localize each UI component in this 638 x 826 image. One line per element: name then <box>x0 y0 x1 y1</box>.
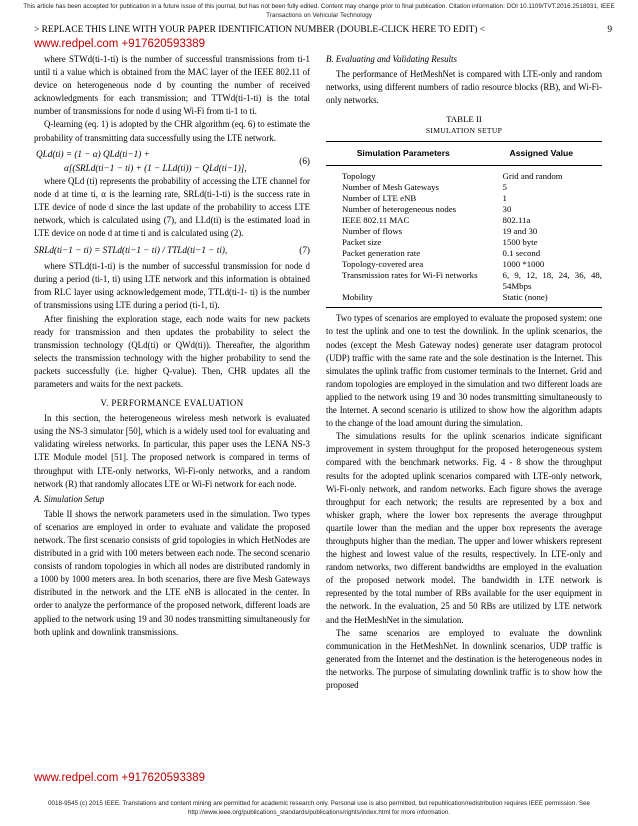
section-heading: V. PERFORMANCE EVALUATION <box>100 398 244 409</box>
subsection-heading: A. Simulation Setup <box>34 493 105 504</box>
value-cell: 6, 9, 12, 18, 24, 36, 48, 54Mbps <box>502 270 602 292</box>
watermark-bottom: www.redpel.com +917620593389 <box>34 772 206 784</box>
simulation-setup-table <box>326 141 602 308</box>
value-cell: 30 <box>502 204 512 215</box>
value-cell: 802.11a <box>502 215 531 226</box>
equation-7-number: (7) <box>299 245 310 256</box>
equation-7 <box>34 243 310 257</box>
watermark-top: www.redpel.com +917620593389 <box>34 38 206 50</box>
parameter-cell: Packet size <box>342 237 382 248</box>
parameter-cell: Topology-covered area <box>342 259 424 270</box>
value-cell: 19 and 30 <box>502 226 538 237</box>
parameter-cell: Number of LTE eNB <box>342 193 417 204</box>
page-number: 9 <box>607 25 612 35</box>
table-label: TABLE II <box>446 114 482 125</box>
paragraph: The same scenarios are employed to evaluate the downlink communication in the HetMeshNet. In downlink scenarios, UDP traffic is generated from the Internet and the destination is the heterogeneous nodes in the networks. The purpose of simulating downlink traffic is to show how the proposed <box>326 627 602 690</box>
value-cell: 0.1 second <box>502 248 541 259</box>
paragraph: The performance of HetMeshNet is compared with LTE-only and random networks, using different numbers of radio resource blocks (RB), and Wi-Fi-only networks. <box>326 69 602 106</box>
subsection-heading: B. Evaluating and Validating Results <box>326 54 457 64</box>
equation-6-number: (6) <box>299 155 310 166</box>
table-row <box>326 292 602 308</box>
table-row <box>326 237 602 248</box>
running-head-title: > REPLACE THIS LINE WITH YOUR PAPER IDENTIFICATION NUMBER (DOUBLE-CLICK HERE TO EDIT) < <box>34 25 486 35</box>
table-row <box>326 259 602 270</box>
equation-6-line-2: α[(SRLd(ti−1 − ti) + (1 − LLd(ti)) − QLd(ti−1)], <box>64 162 247 173</box>
paragraph: where STWd(ti-1-ti) is the number of successful transmissions from ti-1 until ti a value which is obtained from the MAC layer of the IEEE 802.11 of device on heterogeneous node d by counting the number of received acknowledgments for each transmission; and TTWd(ti-1-ti) is the total number of transmissions for node d using Wi-Fi from ti-1 to ti. <box>34 54 310 117</box>
parameter-cell: IEEE 802.11 MAC <box>342 215 410 226</box>
paragraph: Table II shows the network parameters used in the simulation. Two types of scenarios are employed in order to evaluate and validate the proposed network. The first scenario consists of grid topologies in which HetNodes are distributed in a grid with 100 meters between each node. The second scenario consists of random topologies in which all nodes are distributed randomly in a 1000 by 1000 meters area. In both scenarios, there are five Mesh Gateways distributed in the network and the LTE eNB is allocated in the center. In order to analyze the performance of the proposed network, different loads are applied to the network using 19 and 30 nodes transmitting simultaneously for both uplink and downlink transmissions. <box>34 508 310 637</box>
table-row <box>326 182 602 193</box>
left-column <box>34 53 310 639</box>
table-header-cell: Simulation Parameters <box>356 148 450 159</box>
value-cell: 1 <box>502 193 507 204</box>
paragraph: where QLd (ti) represents the probability of accessing the LTE channel for node d at time ti, α is the learning rate, SRLd(ti-1-ti) is the success rate in LTE device of node d since the last update of the probability to access LTE network, which is calculated using (7), and LLd(ti) is the estimated load in LTE device on node d at time ti and is calculated using (2). <box>34 175 310 239</box>
value-cell: 5 <box>502 182 507 193</box>
banner-line-1: This article has been accepted for publication in a future issue of this journal, but has not been fully edited. Content may change prior to final publication. Citation information: DOI 10.1109/TVT.2016.2518931, IEEE <box>23 3 615 10</box>
paragraph: In this section, the heterogeneous wireless mesh network is evaluated using the NS-3 simulator [50], which is a widely used tool for evaluating and validating wireless networks. In particular, this paper uses the LENA NS-3 LTE Module model [51]. The proposed network is compared in terms of throughput with LTE-only networks, Wi-Fi-only networks, and a random network (R) that randomly allocates LTE or Wi-Fi network for each node. <box>34 413 310 489</box>
paragraph: Q-learning (eq. 1) is adopted by the CHR algorithm (eq. 6) to estimate the probability of transmitting data successfully using the LTE network. <box>34 119 310 143</box>
parameter-cell: Transmission rates for Wi-Fi networks <box>342 270 478 281</box>
equation-7-body: SRLd(ti−1 − ti) = STLd(ti−1 − ti) / TTLd(ti−1 − ti), <box>34 245 228 256</box>
parameter-cell: Mobility <box>326 292 481 308</box>
table-row <box>326 248 602 259</box>
equation-6-line-1: QLd(ti) = (1 − α) QLd(ti−1) + <box>36 148 150 159</box>
table-row <box>326 215 602 226</box>
parameter-cell: Number of Mesh Gateways <box>342 182 439 193</box>
value-cell: 1500 byte <box>502 237 538 248</box>
table-header-row <box>326 142 602 166</box>
table-title: SIMULATION SETUP <box>425 126 503 136</box>
table-header-cell: Assigned Value <box>509 148 574 159</box>
table-row <box>326 204 602 215</box>
parameter-cell: Packet generation rate <box>342 248 421 259</box>
parameter-cell: Topology <box>342 171 376 182</box>
table-row <box>326 193 602 204</box>
footer-line-1: 0018-9545 (c) 2015 IEEE. Translations and content mining are permitted for academic research only. Personal use is also permitted, but republication/redistribution requires IEEE permission. See <box>47 800 591 807</box>
table-row <box>326 166 602 183</box>
value-cell: Grid and random <box>502 171 563 182</box>
paragraph: where STLd(ti-1-ti) is the number of successful transmission for node d during a period (ti-1, ti) using LTE network and this information is obtained from RLC layer using acknowledgement mode, TTLd(ti-1- ti) is the number of transmissions using LTE during a period (ti-1, ti). <box>34 261 310 311</box>
value-cell: Static (none) <box>481 292 602 308</box>
footer-line-2: http://www.ieee.org/publications_standards/publications/rights/index.html for more information. <box>187 809 451 816</box>
paragraph: After finishing the exploration stage, each node waits for new packets ready for transmission and then updates the probability to select the transmission technology (QLd(ti) or QWd(ti)). Thereafter, the algorithm selects the transmission technology with the higher probability to send the packets successfully (i.e. higher Q-value). Then, CHR updates all the parameters and waits for the next packets. <box>34 313 310 389</box>
equation-6 <box>34 147 310 175</box>
copyright-footer <box>0 799 638 817</box>
parameter-cell: Number of heterogeneous nodes <box>342 204 457 215</box>
parameter-cell: Number of flows <box>342 226 403 237</box>
right-column <box>326 53 602 692</box>
table-row <box>326 226 602 237</box>
value-cell: 1000 *1000 <box>502 259 545 270</box>
paragraph: The simulations results for the uplink scenarios indicate significant improvement in system throughput for the proposed heterogeneous system compared with the benchmark networks. Fig. 4 - 8 show the throughput results for the adopted uplink scenarios compared with LTE-only network, Wi-Fi-only network, and random networks. Each figure shows the average throughput for each network; the results are represented by a box and whisker graph, where the lower box represents the average throughput quartile lower than the median and the upper box represents the average throughputs higher than the median. The upper and lower whiskers represent the highest and lowest value of the results, respectively. In LTE-only and random networks, two different bandwidths are employed in the evaluation of the proposed network model. The bandwidth in LTE network is represented by the total number of RBs available for the user equipment in the network. In the evaluation, 25 and 50 RBs are utilized by LTE network and the HetMeshNet in the simulation. <box>326 431 602 625</box>
banner-line-2: Transactions on Vehicular Technology <box>266 11 372 19</box>
publication-banner <box>0 3 638 20</box>
table-row <box>326 270 602 292</box>
paragraph: Two types of scenarios are employed to evaluate the proposed system: one to test the uplink and one to test the downlink. In the uplink scenarios, the nodes (except the Mesh Gateway nodes) generate user datagram protocol (UDP) traffic with the same rate and the sole destination is the Internet. This simulates the uplink traffic from customer terminals to the Internet. Grid and random topologies are employed in the simulation and two different loads are applied to the network using 19 and 30 nodes transmitting simultaneously to the Internet. A second scenario is utilized to show how the algorithm adapts to the change of the load amount during the simulation. <box>326 313 602 429</box>
